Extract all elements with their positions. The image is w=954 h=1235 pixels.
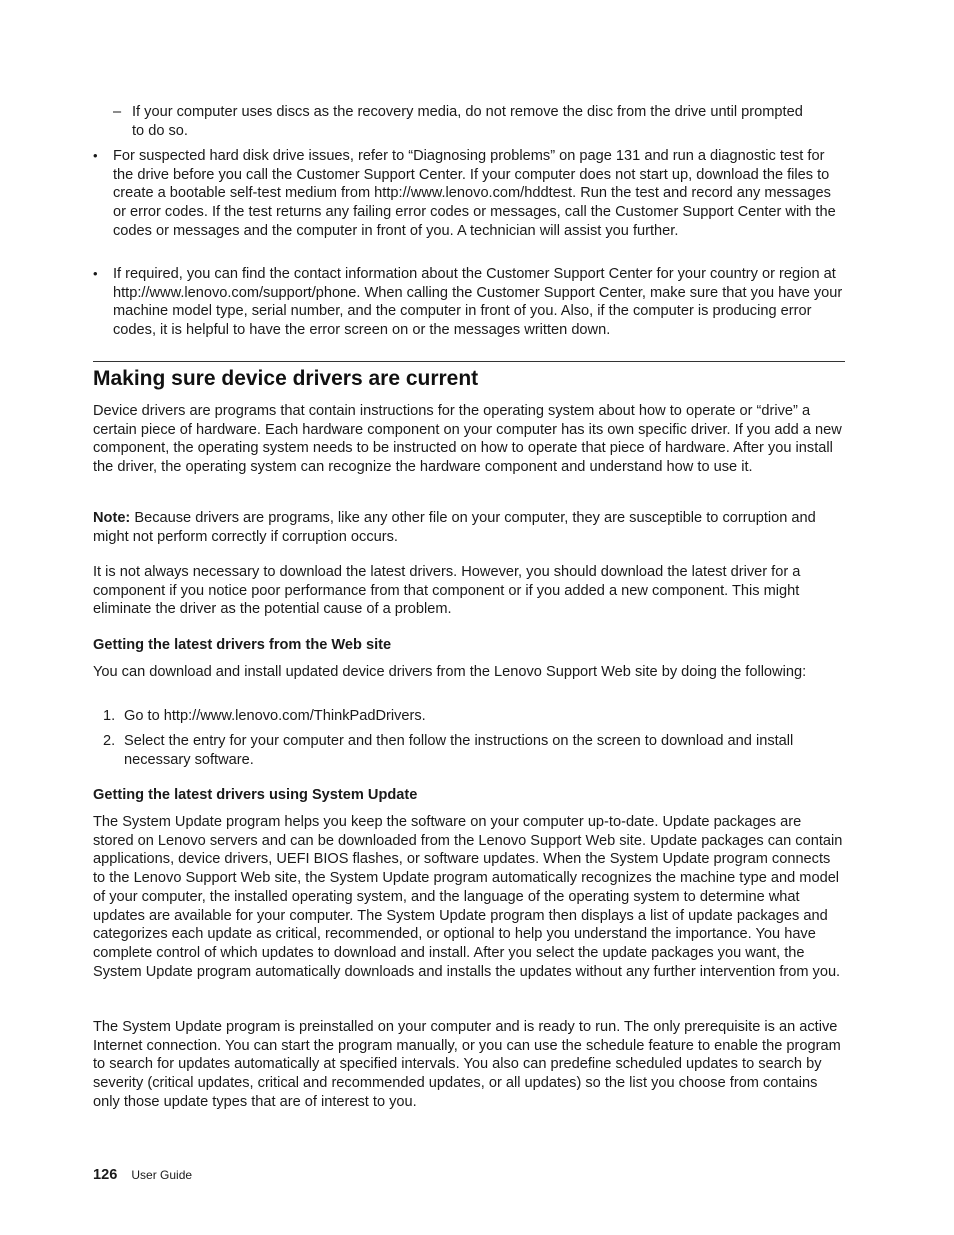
paragraph-block <box>93 563 845 619</box>
subsection-heading: Getting the latest drivers using System Update <box>93 787 418 803</box>
note-label: Note: <box>93 510 131 526</box>
paragraph: It is not always necessary to download the latest drivers. However, you should download the latest driver for a component if you notice poor performance from that component or if you added a new component. This might eliminate the driver as the potential cause of a problem. <box>93 564 801 618</box>
paragraph-block <box>93 813 845 981</box>
note-paragraph <box>93 509 845 546</box>
footer-label: User Guide <box>131 1168 193 1182</box>
dash-marker: – <box>113 104 122 120</box>
list-item-bullet <box>93 265 845 340</box>
paragraph: Device drivers are programs that contain instructions for the operating system about how to operate or “drive” a certain piece of hardware. Each hardware component on your computer has its own specific driver. If you add a new component, the operating system needs to be instructed on how to operate that piece of hardware. After you install the driver, the operating system can recognize the hardware component and understand how to use it. <box>93 403 842 476</box>
list-item-text: If required, you can find the contact information about the Customer Support Center for your country or region at http://www.lenovo.com/support/phone. When calling the Customer Support Center, make sure that you have your machine model type, serial number, and the computer in front of you. Also, if the computer is producing error codes, it is helpful to have the error screen on or the messages written down. <box>113 266 843 339</box>
section-divider <box>93 361 845 362</box>
subsection-heading-block <box>93 636 845 655</box>
step-number: 2. <box>103 733 116 749</box>
bullet-icon: • <box>93 148 98 163</box>
list-item-bullet <box>93 147 845 241</box>
numbered-step <box>93 732 845 769</box>
subsection-intro <box>93 663 845 682</box>
numbered-step <box>93 707 845 726</box>
page-number: 126 <box>93 1167 118 1183</box>
section-title: Making sure device drivers are current <box>93 367 479 390</box>
section-intro <box>93 402 845 477</box>
note-text: Because drivers are programs, like any other file on your computer, they are susceptible to corruption and might not perform correctly if corruption occurs. <box>93 510 816 545</box>
list-item-dash <box>113 103 813 140</box>
page-footer <box>93 1165 192 1185</box>
step-text: Select the entry for your computer and then follow the instructions on the screen to download and install necessary software. <box>124 733 794 768</box>
paragraph: The System Update program is preinstalled on your computer and is ready to run. The only prerequisite is an active Internet connection. You can start the program manually, or you can use the schedule feature to enable the program to search for updates automatically at specified intervals. You also can predefine scheduled updates to search by severity (critical updates, critical and recommended updates, or all updates) so the list you choose from contains only those update types that are of interest to you. <box>93 1019 841 1110</box>
note <box>93 509 845 546</box>
list-item-text: If your computer uses discs as the recovery media, do not remove the disc from the drive until prompted to do so. <box>132 104 803 139</box>
subsection-heading: Getting the latest drivers from the Web site <box>93 637 392 653</box>
paragraph-block <box>93 1018 845 1112</box>
list-item-text: For suspected hard disk drive issues, refer to “Diagnosing problems” on page 131 and run a diagnostic test for the drive before you call the Customer Support Center. If your computer does not start up, download the files to create a bootable self-test medium from http://www.lenovo.com/hddtest. Run the test and record any messages or error codes. If the test returns any failing error codes or messages, call the Customer Support Center with the codes or messages and the computer in front of you. A technician will assist you further. <box>113 148 836 239</box>
paragraph: The System Update program helps you keep the software on your computer up-to-date. Update packages are stored on Lenovo servers and can be downloaded from the Lenovo Support Web site. Update packages can contain applications, device drivers, UEFI BIOS flashes, or software updates. When the System Update program connects to the Lenovo Support Web site, the System Update program automatically recognizes the machine type and model of your computer, the installed operating system, and the language of the operating system to determine what updates are available for your computer. The System Update program then displays a list of update packages and categorizes each update as critical, recommended, or optional to help you understand the importance. You have complete control of which updates to download and install. After you select the update packages you want, the System Update program automatically downloads and installs the updates without any further intervention from you. <box>93 814 843 980</box>
paragraph: You can download and install updated device drivers from the Lenovo Support Web site by doing the following: <box>93 664 807 680</box>
step-text: Go to http://www.lenovo.com/ThinkPadDrivers. <box>124 708 426 724</box>
step-number: 1. <box>103 708 116 724</box>
bullet-icon: • <box>93 266 98 281</box>
subsection-heading-block <box>93 786 845 805</box>
